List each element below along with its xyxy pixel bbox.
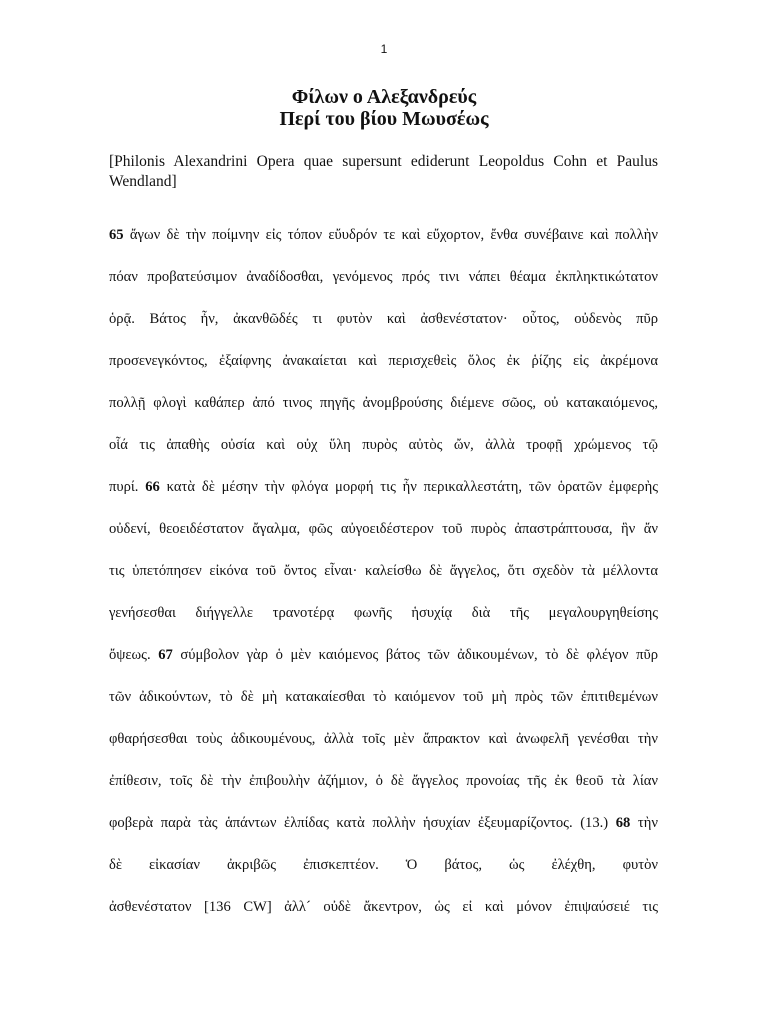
- text-line: [109, 308, 658, 330]
- page-number: 1: [380, 42, 388, 56]
- line-text: πόαν προβατεύσιμον ἀναδίδοσθαι, γενόμενος πρός τινι νάπει θέαμα ἐκπληκτικώτατον: [109, 269, 658, 285]
- text-line: [109, 602, 658, 624]
- line-text: τῶν ἀδικούντων, τὸ δὲ μὴ κατακαίεσθαι τὸ καιόμενον τοῦ μὴ πρὸς τῶν ἐπιτιθεμένων: [109, 689, 658, 705]
- text-line: [109, 224, 658, 246]
- line-text: τὴν: [630, 815, 658, 831]
- text-line: [109, 266, 658, 288]
- line-text: οὐδενί, θεοειδέστατον ἄγαλμα, φῶς αὐγοειδέστερον τοῦ πυρὸς ἀπαστράπτουσα, ἣν ἄν: [109, 521, 658, 537]
- text-line: [109, 392, 658, 414]
- section-number: 68: [615, 815, 631, 831]
- text-line: [109, 560, 658, 582]
- text-line: [109, 518, 658, 540]
- line-text: οἷά τις ἀπαθὴς οὐσία καὶ οὐχ ὕλη πυρὸς αὐτὸς ὤν, ἀλλὰ τροφῇ χρώμενος τῷ: [109, 437, 658, 453]
- line-text: τις ὑπετόπησεν εἰκόνα τοῦ ὄντος εἶναι· καλείσθω δὲ ἄγγελος, ὅτι σχεδὸν τὰ μέλλοντα: [109, 563, 658, 579]
- line-text: ἀσθενέστατον [136 CW] ἀλλ´ οὐδὲ ἄκεντρον, ὡς εἰ καὶ μόνον ἐπιψαύσειέ τις: [109, 899, 658, 915]
- line-text: προσενεγκόντος, ἐξαίφνης ἀνακαίεται καὶ περισχεθεὶς ὅλος ἐκ ῥίζης εἰς ἀκρέμονα: [109, 353, 658, 369]
- title-work: Περί του βίου Μωυσέως: [279, 108, 489, 130]
- line-text: ἄγων δὲ τὴν ποίμνην εἰς τόπον εὔυδρόν τε καὶ εὔχορτον, ἔνθα συνέβαινε καὶ πολλὴν: [123, 227, 658, 243]
- text-line: [109, 896, 658, 918]
- text-line: [109, 812, 658, 834]
- title-author: Φίλων ο Αλεξανδρεύς: [291, 86, 477, 108]
- line-text: ὄψεως.: [109, 647, 159, 663]
- line-text: σύμβολον γὰρ ὁ μὲν καιόμενος βάτος τῶν ἀδικουμένων, τὸ δὲ φλέγον πῦρ: [172, 647, 659, 663]
- text-line: [109, 686, 658, 708]
- line-text: γενήσεσθαι διήγγελλε τρανοτέρᾳ φωνῆς ἡσυχίᾳ διὰ τῆς μεγαλουργηθείσης: [109, 605, 658, 621]
- text-line: [109, 350, 658, 372]
- text-line: [109, 434, 658, 456]
- line-text: φοβερὰ παρὰ τὰς ἁπάντων ἐλπίδας κατὰ πολλὴν ἡσυχίαν ἐξευμαρίζοντος. (13.): [109, 815, 616, 831]
- text-line: [109, 476, 658, 498]
- line-text: ἐπίθεσιν, τοῖς δὲ τὴν ἐπιβουλὴν ἀζήμιον, ὁ δὲ ἄγγελος προνοίας τῆς ἐκ θεοῦ τὰ λίαν: [109, 773, 658, 789]
- line-text: κατὰ δὲ μέσην τὴν φλόγα μορφή τις ἦν περικαλλεστάτη, τῶν ὁρατῶν ἐμφερὴς: [159, 479, 658, 495]
- line-text: πυρί.: [109, 479, 146, 495]
- text-line: [109, 644, 658, 666]
- section-number: 67: [158, 647, 173, 663]
- text-line: [109, 854, 658, 876]
- line-text: φθαρήσεσθαι τοὺς ἀδικουμένους, ἀλλὰ τοῖς μὲν ἄπρακτον καὶ ἀνωφελῆ γενέσθαι τὴν: [109, 731, 658, 747]
- text-line: [109, 770, 658, 792]
- line-text: πολλῇ φλογὶ καθάπερ ἀπό τινος πηγῆς ἀνομβρούσης διέμενε σῶος, οὐ κατακαιόμενος,: [109, 395, 658, 411]
- line-text: δὲ εἰκασίαν ἀκριβῶς ἐπισκεπτέον. Ὁ βάτος, ὡς ἐλέχθη, φυτὸν: [109, 857, 658, 873]
- line-text: ὁρᾷ. Βάτος ἦν, ἀκανθῶδές τι φυτὸν καὶ ἀσθενέστατον· οὗτος, οὐδενὸς πῦρ: [109, 311, 658, 327]
- section-number: 66: [145, 479, 160, 495]
- text-line: [109, 728, 658, 750]
- source-note: [Philonis Alexandrini Opera quae supersunt ediderunt Leopoldus Cohn et Paulus Wendland]: [109, 153, 658, 190]
- section-number: 65: [109, 227, 124, 243]
